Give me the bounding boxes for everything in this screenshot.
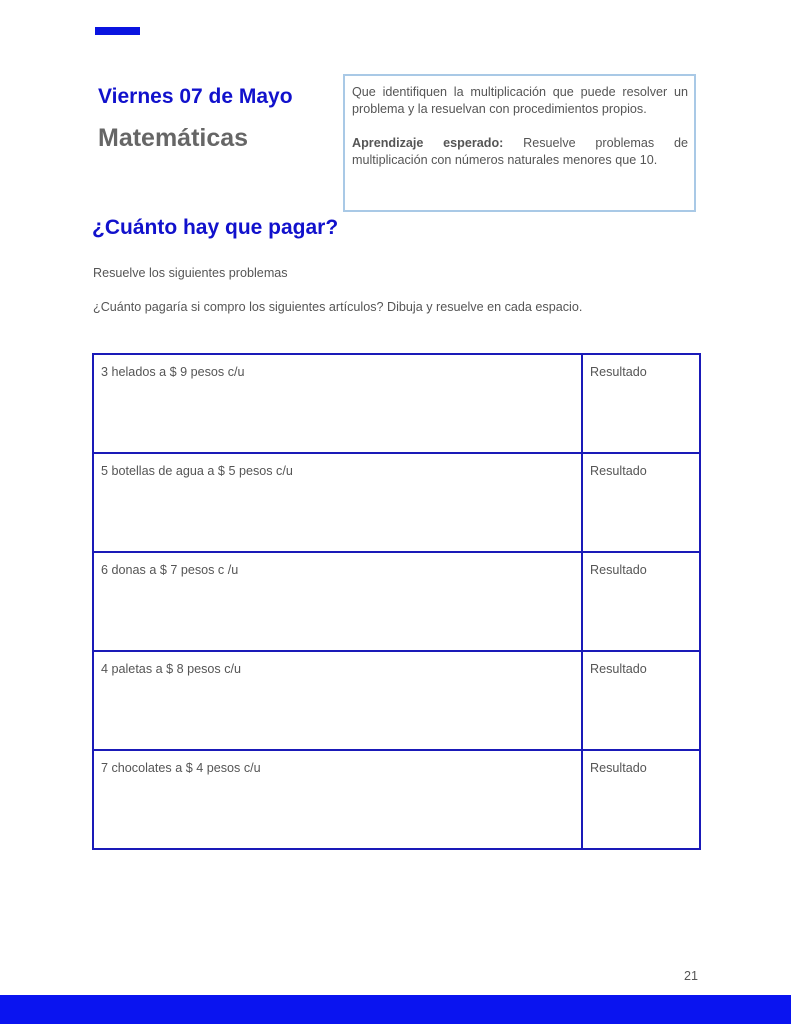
expected-learning xyxy=(352,135,688,169)
problem-cell[interactable]: 4 paletas a $ 8 pesos c/u xyxy=(93,651,582,750)
problem-cell[interactable]: 7 chocolates a $ 4 pesos c/u xyxy=(93,750,582,849)
result-cell[interactable]: Resultado xyxy=(582,453,700,552)
result-cell[interactable]: Resultado xyxy=(582,750,700,849)
expected-learning-label: Aprendizaje esperado: xyxy=(352,136,504,150)
table-row xyxy=(93,354,700,453)
expected-learning-text: Resuelve problemas de multiplicación con números naturales menores que 10. xyxy=(352,136,688,167)
problem-cell[interactable]: 6 donas a $ 7 pesos c /u xyxy=(93,552,582,651)
instruction-question: ¿Cuánto pagaría si compro los siguientes artículos? Dibuja y resuelve en cada espacio. xyxy=(93,300,583,314)
table-row xyxy=(93,453,700,552)
result-cell[interactable]: Resultado xyxy=(582,651,700,750)
objective-text: Que identifiquen la multiplicación que puede resolver un problema y la resuelvan con procedimientos propios. xyxy=(352,85,688,116)
top-accent-bar xyxy=(95,27,140,35)
problem-cell[interactable]: 5 botellas de agua a $ 5 pesos c/u xyxy=(93,453,582,552)
instruction-solve: Resuelve los siguientes problemas xyxy=(93,266,288,280)
bottom-accent-bar xyxy=(0,995,791,1024)
date-title: Viernes 07 de Mayo xyxy=(98,85,293,108)
result-cell[interactable]: Resultado xyxy=(582,354,700,453)
table-row xyxy=(93,750,700,849)
page-number: 21 xyxy=(684,969,699,983)
table-row xyxy=(93,651,700,750)
problem-cell[interactable]: 3 helados a $ 9 pesos c/u xyxy=(93,354,582,453)
table-row xyxy=(93,552,700,651)
objective-box xyxy=(343,74,696,212)
problems-table xyxy=(92,353,701,850)
result-cell[interactable]: Resultado xyxy=(582,552,700,651)
subject-title: Matemáticas xyxy=(98,124,249,152)
section-title: ¿Cuánto hay que pagar? xyxy=(92,216,339,239)
